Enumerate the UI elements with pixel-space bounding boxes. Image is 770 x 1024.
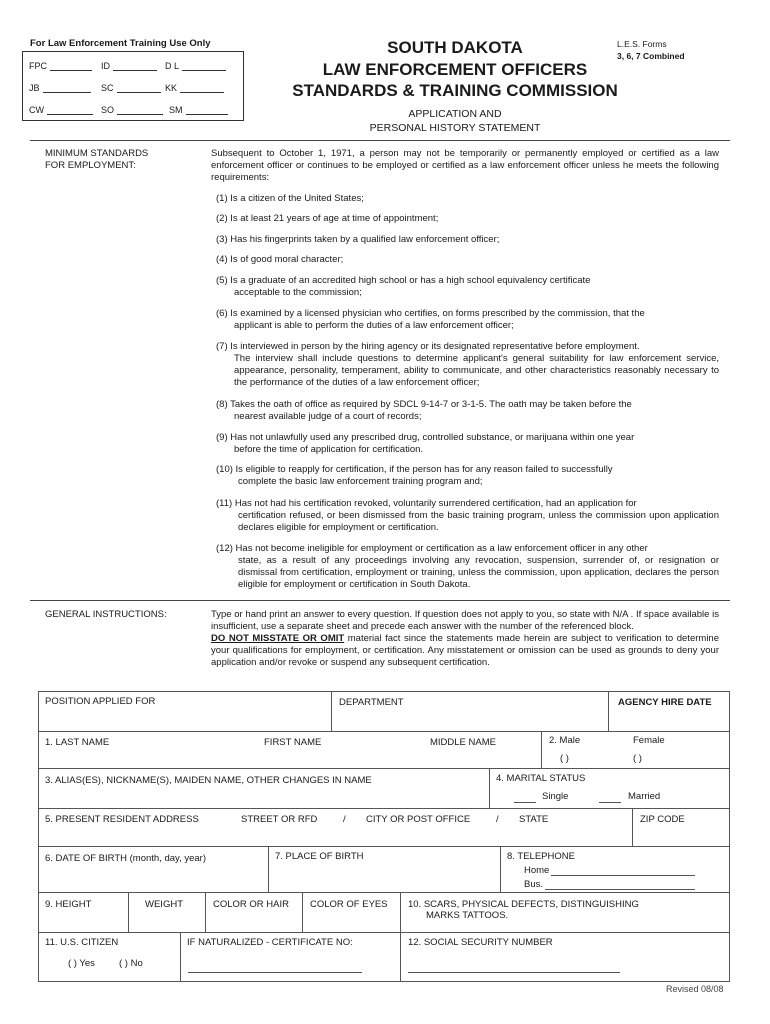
code-sc[interactable]: SC [101, 83, 161, 93]
state-label: STATE [519, 814, 549, 825]
instructions-text: Type or hand print an answer to every question. If question does not apply to you, so state with N/A . If space available is insufficient, use a separate sheet and precede each answer with the number of the referenced block. DO NOT MISSTATE OR OMIT material fact since the statements made herein are subject to verification to determine your qualifications for employment, or certification. Any misstatement or omission can be used as grounds to deny your application and/or revoke or suspend any subsequent certification. [211, 609, 719, 668]
requirement-10: (10) Is eligible to reapply for certification, if the person has for any reason failed to successfully complete the basic law enforcement training program and; [216, 464, 613, 487]
grid-line [180, 932, 181, 981]
standards-intro: Subsequent to October 1, 1971, a person may not be temporarily or permanently employed or certified as a law enforcement officer or continues to be employed or certified as a law enforcement officer unless he meets the following requirements: [211, 148, 719, 183]
gender-female-label: Female [633, 735, 665, 746]
header-commission: STANDARDS & TRAINING COMMISSION [292, 81, 618, 100]
ssn-label: 12. SOCIAL SECURITY NUMBER [408, 937, 553, 948]
form-numbers: L.E.S. Forms 3, 6, 7 Combined [617, 39, 685, 61]
code-kk[interactable]: KK [165, 83, 224, 93]
grid-line [400, 892, 401, 981]
ssn-input[interactable] [408, 972, 620, 973]
code-cw[interactable]: CW [29, 105, 93, 115]
requirement-9: (9) Has not unlawfully used any prescribed drug, controlled substance, or marijuana within one year before the time of application for certification. [216, 432, 635, 455]
last-name-field[interactable]: 1. LAST NAME [45, 737, 110, 748]
header-personal-history: PERSONAL HISTORY STATEMENT [369, 122, 541, 134]
marital-married-label: Married [628, 791, 661, 802]
code-so[interactable]: SO [101, 105, 163, 115]
code-id[interactable]: ID [101, 61, 157, 71]
marital-single-label: Single [542, 791, 569, 802]
requirement-3: (3) Has his fingerprints taken by a qualified law enforcement officer; [216, 234, 500, 245]
zip-code-field[interactable]: ZIP CODE [640, 814, 685, 825]
grid-line [38, 846, 730, 847]
grid-line [331, 691, 332, 731]
married-blank[interactable] [599, 802, 621, 803]
grid-line [268, 846, 269, 892]
naturalization-label: IF NATURALIZED - CERTIFICATE NO: [187, 937, 353, 948]
grid-line [38, 932, 730, 933]
street-label: STREET OR RFD [241, 814, 318, 825]
grid-line [729, 691, 730, 981]
telephone-label: 8. TELEPHONE [507, 851, 575, 862]
grid-line [38, 691, 730, 692]
grid-line [38, 981, 730, 982]
requirement-4: (4) Is of good moral character; [216, 254, 344, 265]
grid-line [128, 892, 129, 932]
grid-line [38, 768, 730, 769]
instructions-label: GENERAL INSTRUCTIONS: [45, 609, 167, 620]
header-agency: LAW ENFORCEMENT OFFICERS [322, 60, 588, 79]
requirement-7: (7) Is interviewed in person by the hiring agency or its designated representative before employment. The interview shall include questions to determine applicant's general suitability for law enforcement service, appearance, personality, temperament, ability to communicate, and other characteristics reasonably necessary to the performance of the duties of a law enforcement officer; [216, 341, 719, 388]
requirement-1: (1) Is a citizen of the United States; [216, 193, 364, 204]
divider [30, 600, 730, 601]
address-field[interactable]: 5. PRESENT RESIDENT ADDRESS [45, 814, 199, 825]
marital-status-label: 4. MARITAL STATUS [496, 773, 586, 784]
requirement-11: (11) Has not had his certification revoked, voluntarily surrendered certification, had an application for certification refused, or been dismissed from the basic training program, unless the commission upon application declares eligible for employment or certification. [216, 498, 719, 533]
requirement-5: (5) Is a graduate of an accredited high school or has a high school equivalency certificate acceptable to the commission; [216, 275, 591, 298]
alias-field[interactable]: 3. ALIAS(ES), NICKNAME(S), MAIDEN NAME, OTHER CHANGES IN NAME [45, 775, 372, 786]
department-field[interactable]: DEPARTMENT [339, 697, 404, 708]
code-dl[interactable]: D L [165, 61, 226, 71]
office-use-title: For Law Enforcement Training Use Only [30, 38, 211, 49]
grid-line [38, 892, 730, 893]
gender-male-checkbox[interactable]: ( ) [560, 753, 569, 764]
requirement-6: (6) Is examined by a licensed physician who certifies, on forms prescribed by the commission, that the applicant is able to perform the duties of a law enforcement officer; [216, 308, 645, 331]
city-label: CITY OR POST OFFICE [366, 814, 471, 825]
home-phone-label: Home [524, 865, 550, 876]
office-use-box [22, 51, 244, 121]
grid-line [38, 808, 730, 809]
date-of-birth-field[interactable]: 6. DATE OF BIRTH (month, day, year) [45, 853, 207, 864]
requirement-8: (8) Takes the oath of office as required by SDCL 9-14-7 or 3-1-5. The oath may be taken before the nearest available judge of a court of records; [216, 399, 632, 422]
grid-line [500, 846, 501, 892]
height-field[interactable]: 9. HEIGHT [45, 899, 92, 910]
code-fpc[interactable]: FPC [29, 61, 92, 71]
eye-color-field[interactable]: COLOR OF EYES [310, 899, 388, 910]
citizen-no-checkbox[interactable]: ( ) No [119, 958, 143, 969]
standards-label: MINIMUM STANDARDS FOR EMPLOYMENT: [45, 148, 149, 171]
requirement-12: (12) Has not become ineligible for employment or certification as a law enforcement officer in any other state, as a result of any proceedings involving any revocation, suspension, surrender of, or resignation or dismissal from certification, employment or training, unless the commission, upon application, declares the person eligible for employment or certification in South Dakota. [216, 543, 719, 590]
business-phone-label: Bus. [524, 879, 544, 890]
grid-line [302, 892, 303, 932]
revision-date: Revised 08/08 [666, 984, 724, 994]
naturalization-input[interactable] [188, 972, 362, 973]
home-phone-input[interactable] [551, 875, 695, 876]
agency-hire-date-field[interactable]: AGENCY HIRE DATE [618, 697, 712, 708]
code-sm[interactable]: SM [169, 105, 228, 115]
grid-line [489, 768, 490, 808]
grid-line [608, 691, 609, 731]
warning-text: DO NOT MISSTATE OR OMIT [211, 633, 345, 644]
grid-line [38, 691, 39, 981]
gender-female-checkbox[interactable]: ( ) [633, 753, 642, 764]
single-blank[interactable] [514, 802, 536, 803]
header-application: APPLICATION AND [408, 108, 502, 120]
business-phone-input[interactable] [545, 889, 695, 890]
weight-field[interactable]: WEIGHT [145, 899, 183, 910]
scars-field[interactable]: 10. SCARS, PHYSICAL DEFECTS, DISTINGUISHING MARKS TATTOOS. [408, 899, 639, 921]
citizen-yes-checkbox[interactable]: ( ) Yes [68, 958, 95, 969]
middle-name-field[interactable]: MIDDLE NAME [430, 737, 496, 748]
position-applied-field[interactable]: POSITION APPLIED FOR [45, 696, 156, 707]
first-name-field[interactable]: FIRST NAME [264, 737, 322, 748]
gender-male-label: 2. Male [549, 735, 581, 746]
us-citizen-label: 11. U.S. CITIZEN [45, 937, 119, 948]
place-of-birth-field[interactable]: 7. PLACE OF BIRTH [275, 851, 364, 862]
divider [30, 140, 730, 141]
code-jb[interactable]: JB [29, 83, 91, 93]
hair-color-field[interactable]: COLOR OR HAIR [213, 899, 290, 910]
header-state: SOUTH DAKOTA [387, 38, 523, 57]
grid-line [38, 731, 730, 732]
requirement-2: (2) Is at least 21 years of age at time of appointment; [216, 213, 439, 224]
grid-line [205, 892, 206, 932]
grid-line [541, 731, 542, 768]
grid-line [632, 808, 633, 846]
slash: / [343, 814, 346, 825]
slash: / [496, 814, 499, 825]
